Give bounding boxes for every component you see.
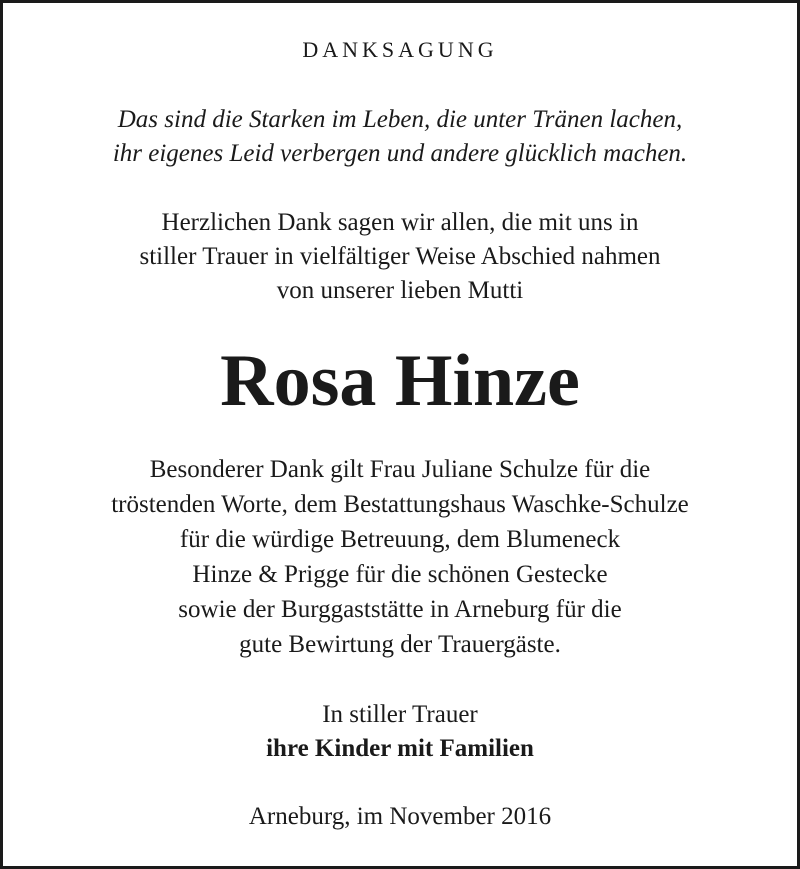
special-thanks-line: sowie der Burggaststätte in Arneburg für die <box>178 596 622 623</box>
signature-family: ihre Kinder mit Familien <box>266 735 534 762</box>
special-thanks-line: für die würdige Betreuung, dem Blumeneck <box>179 526 621 553</box>
deceased-name: Rosa Hinze <box>220 340 580 422</box>
motto-line: Das sind die Starken im Leben, die unter Tränen lachen, <box>117 106 683 133</box>
notice-heading: DANKSAGUNG <box>302 37 498 62</box>
place-date: Arneburg, im November 2016 <box>248 803 552 830</box>
special-thanks-line: tröstenden Worte, dem Bestattungshaus Waschke-Schulze <box>111 491 689 518</box>
thanks-line: Herzlichen Dank sagen wir allen, die mit uns in <box>161 209 639 236</box>
special-thanks-line: Hinze & Prigge für die schönen Gestecke <box>192 561 608 588</box>
special-thanks-line: gute Bewirtung der Trauergäste. <box>239 631 561 658</box>
signature-intro: In stiller Trauer <box>322 701 478 728</box>
special-thanks-line: Besonderer Dank gilt Frau Juliane Schulze für die <box>149 456 651 483</box>
thanks-line: stiller Trauer in vielfältiger Weise Abschied nahmen <box>139 243 661 270</box>
motto-line: ihr eigenes Leid verbergen und andere glücklich machen. <box>112 140 688 167</box>
thanks-line: von unserer lieben Mutti <box>276 277 524 304</box>
